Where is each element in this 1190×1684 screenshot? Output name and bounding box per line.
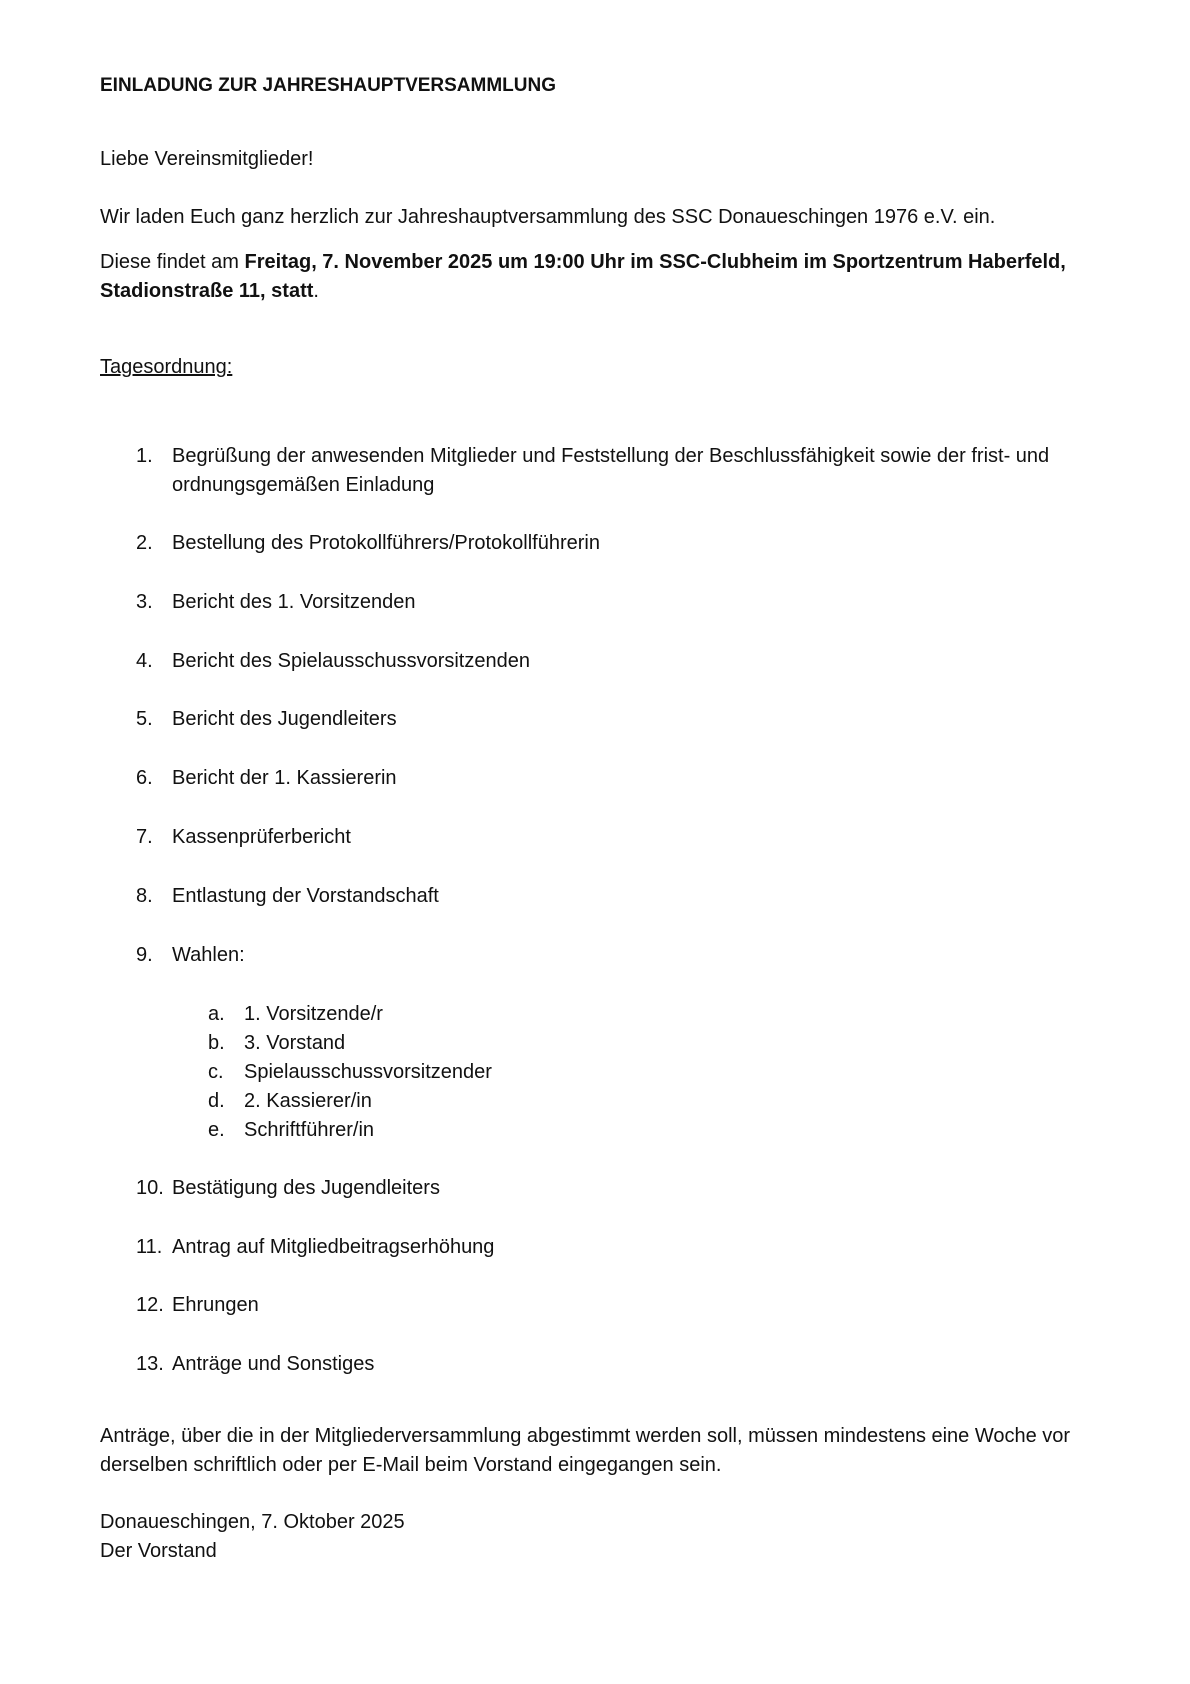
agenda-item-number: 13. — [136, 1353, 164, 1375]
agenda-item-number: 6. — [136, 767, 153, 789]
agenda-item-number: 9. — [136, 944, 153, 966]
agenda-item-text: Bericht des 1. Vorsitzenden — [172, 591, 416, 613]
agenda-item-text: Anträge und Sonstiges — [172, 1353, 375, 1375]
place-and-date: Donaueschingen, 7. Oktober 2025 — [100, 1511, 405, 1533]
agenda-item-number: 10. — [136, 1177, 164, 1199]
election-item-text: Schriftführer/in — [244, 1119, 375, 1141]
details-date-location: Freitag, 7. November 2025 um 19:00 Uhr im SSC-Clubheim im Sportzentrum Haberfeld, Stadionstraße 11, statt — [100, 251, 1066, 302]
election-item-text: Spielausschussvorsitzender — [244, 1061, 492, 1083]
election-item-letter: a. — [208, 1003, 225, 1025]
document-title: EINLADUNG ZUR JAHRESHAUPTVERSAMMLUNG — [100, 75, 557, 96]
document-page — [100, 0, 1100, 1684]
agenda-item-number: 7. — [136, 826, 153, 848]
agenda-item-number: 4. — [136, 650, 153, 672]
election-item-text: 3. Vorstand — [244, 1032, 346, 1054]
motions-note: Anträge, über die in der Mitgliederversammlung abgestimmt werden soll, müssen mindestens eine Woche vor derselben schriftlich oder per E-Mail beim Vorstand eingegangen sein. — [100, 1425, 1071, 1476]
agenda-item-text: Bestellung des Protokollführers/Protokollführerin — [172, 532, 600, 554]
agenda-item-text: Bestätigung des Jugendleiters — [172, 1177, 440, 1199]
agenda-item-number: 3. — [136, 591, 153, 613]
agenda-item-number: 8. — [136, 885, 153, 907]
election-item-letter: e. — [208, 1119, 225, 1141]
agenda-item-text: Ehrungen — [172, 1294, 259, 1316]
agenda-item-text: Kassenprüferbericht — [172, 826, 351, 848]
intro-paragraph: Wir laden Euch ganz herzlich zur Jahreshauptversammlung des SSC Donaueschingen 1976 e.V. ein. — [100, 206, 996, 228]
agenda-item-text: Bericht des Jugendleiters — [172, 708, 397, 730]
election-item-letter: d. — [208, 1090, 225, 1112]
election-item-text: 1. Vorsitzende/r — [244, 1003, 383, 1025]
agenda-item-text: Bericht der 1. Kassiererin — [172, 767, 397, 789]
agenda-item-number: 12. — [136, 1294, 164, 1316]
agenda-item-text: Entlastung der Vorstandschaft — [172, 885, 439, 907]
greeting: Liebe Vereinsmitglieder! — [100, 148, 314, 170]
agenda-item-number: 11. — [136, 1236, 163, 1258]
election-item-letter: c. — [208, 1061, 224, 1083]
agenda-item-text: Bericht des Spielausschussvorsitzenden — [172, 650, 530, 672]
agenda-item-text: Wahlen: — [172, 944, 245, 966]
agenda-item-text: Begrüßung der anwesenden Mitglieder und Feststellung der Beschlussfähigkeit sowie der frist- und ordnungsgemäßen Einladung — [172, 445, 1050, 496]
meeting-details — [100, 248, 1080, 306]
agenda-heading: Tagesordnung: — [100, 356, 233, 378]
agenda-item-text: Antrag auf Mitgliedbeitragserhöhung — [172, 1236, 495, 1258]
details-prefix: Diese findet am — [100, 251, 245, 273]
election-item-text: 2. Kassierer/in — [244, 1090, 372, 1112]
signature: Der Vorstand — [100, 1540, 217, 1562]
election-item-letter: b. — [208, 1032, 225, 1054]
details-suffix: . — [313, 280, 319, 302]
agenda-item-number: 2. — [136, 532, 153, 554]
agenda-item-number: 1. — [136, 445, 153, 467]
agenda-item-number: 5. — [136, 708, 153, 730]
